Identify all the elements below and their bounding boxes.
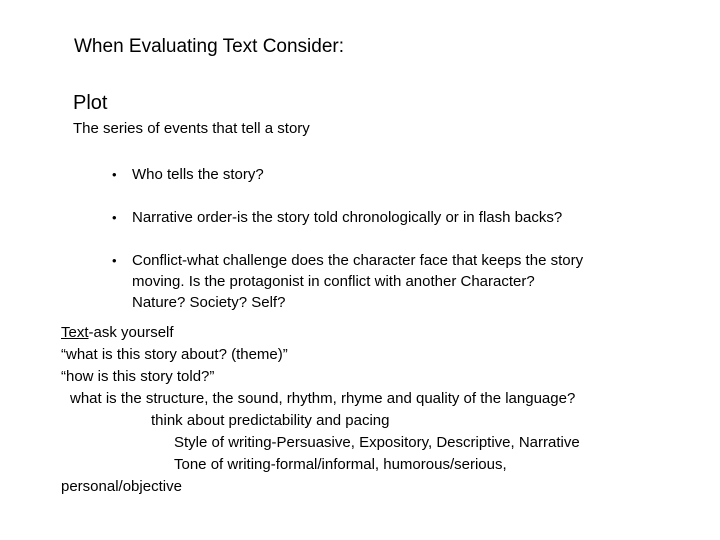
section-heading: Plot: [73, 92, 108, 114]
text-section: [61, 322, 580, 498]
list-item: [112, 164, 702, 185]
text-line: personal/objective: [61, 478, 182, 495]
text-line: “how is this story told?”: [61, 368, 215, 385]
text-label: Text: [61, 324, 89, 341]
list-item: [112, 207, 702, 228]
page-title: When Evaluating Text Consider:: [74, 36, 345, 57]
list-item: [112, 250, 702, 313]
bullet-icon: •: [112, 253, 117, 268]
text-line: Tone of writing-formal/informal, humorous/serious,: [174, 456, 507, 473]
bullet-line: moving. Is the protagonist in conflict with another Character?: [132, 273, 535, 290]
bullet-line: Narrative order-is the story told chronologically or in flash backs?: [132, 209, 563, 226]
bullet-list: [112, 164, 702, 335]
section-subtitle: The series of events that tell a story: [73, 120, 310, 137]
text-line: what is the structure, the sound, rhythm, rhyme and quality of the language?: [70, 390, 576, 407]
text-line: “what is this story about? (theme)”: [61, 346, 288, 363]
bullet-line: Nature? Society? Self?: [132, 294, 286, 311]
bullet-icon: •: [112, 167, 117, 182]
bullet-line: Who tells the story?: [132, 166, 264, 183]
bullet-line: Conflict-what challenge does the character face that keeps the story: [132, 252, 584, 269]
bullet-icon: •: [112, 210, 117, 225]
text-label-rest: -ask yourself: [88, 324, 174, 341]
text-line: Style of writing-Persuasive, Expository, Descriptive, Narrative: [174, 434, 580, 451]
text-line: think about predictability and pacing: [151, 412, 390, 429]
text-section-header: [61, 322, 580, 344]
